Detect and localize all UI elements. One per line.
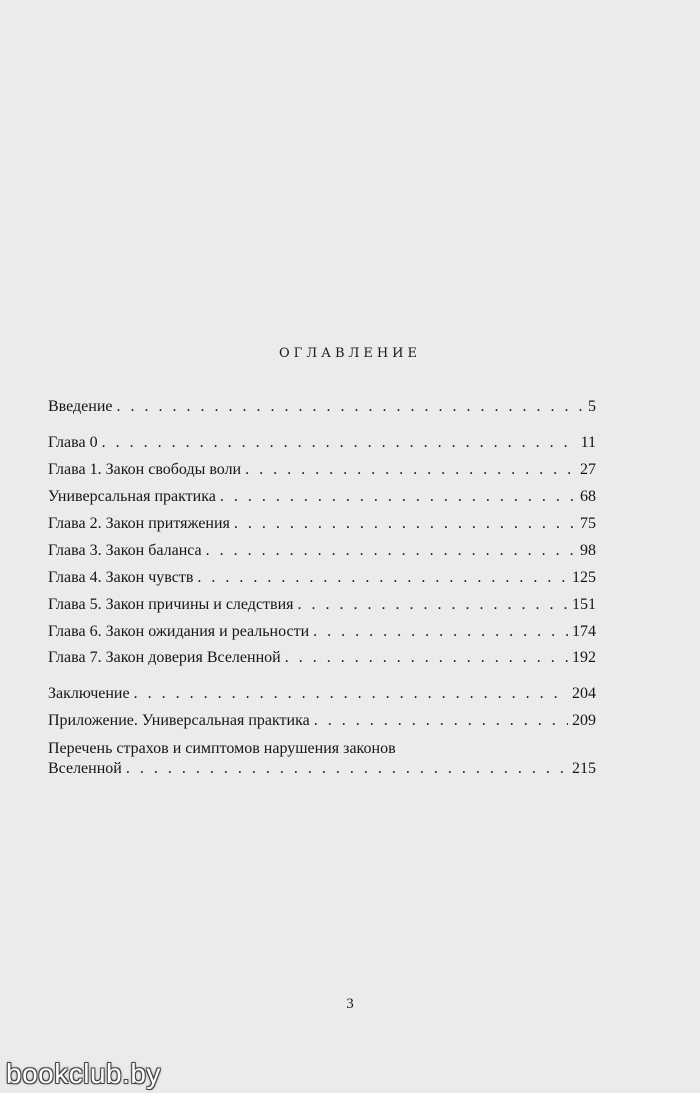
watermark: bookclub.by <box>6 1058 161 1089</box>
page-number: 3 <box>346 996 354 1012</box>
toc-entry-title: Глава 5. Закон причины и следствия <box>48 596 294 613</box>
toc-entry <box>48 514 596 534</box>
toc-entry-page: 174 <box>572 623 596 640</box>
toc-entry-title: Универсальная практика <box>48 488 216 505</box>
toc-entry <box>48 568 596 588</box>
toc-entry <box>48 433 596 453</box>
leader-dots <box>117 397 585 417</box>
toc-entry-title: Глава 7. Закон доверия Вселенной <box>48 649 281 666</box>
toc-entry <box>48 460 596 480</box>
toc-entry-page: 27 <box>580 461 596 478</box>
toc-entry-title: Глава 1. Закон свободы воли <box>48 461 242 478</box>
leader-dots <box>126 759 568 779</box>
toc-entry-title: Вселенной <box>48 760 122 777</box>
leader-dots <box>197 568 568 588</box>
toc-entry-page: 68 <box>580 488 596 505</box>
toc-entry-page: 125 <box>572 569 596 586</box>
toc-entry-title: Введение <box>48 398 113 415</box>
page-title: ОГЛАВЛЕНИЕ <box>278 346 421 361</box>
toc-entry-title: Глава 3. Закон баланса <box>48 542 202 559</box>
leader-dots <box>102 433 577 453</box>
leader-dots <box>220 487 576 507</box>
toc-entry <box>48 622 596 642</box>
leader-dots <box>234 514 576 534</box>
toc-entry <box>48 487 596 507</box>
leader-dots <box>206 541 576 561</box>
toc-entry-page: 192 <box>572 649 596 666</box>
leader-dots <box>285 648 568 668</box>
toc-entry-page: 151 <box>572 596 596 613</box>
toc-entry-page: 215 <box>572 760 596 777</box>
toc-entry-title: Глава 2. Закон притяжения <box>48 515 230 532</box>
toc-entry <box>48 541 596 561</box>
toc-entry-page: 98 <box>580 542 596 559</box>
toc-entry <box>48 595 596 615</box>
toc-entry <box>48 648 596 668</box>
toc-entry-page: 209 <box>572 712 596 729</box>
toc-entry <box>48 711 596 731</box>
toc-entry-title: Глава 0 <box>48 434 98 451</box>
toc-entry-title-line1: Перечень страхов и симптомов нарушения законов <box>48 740 396 757</box>
toc-entry-title: Заключение <box>48 685 130 702</box>
toc-entry-page: 11 <box>580 434 596 451</box>
toc-entry-page: 75 <box>580 515 596 532</box>
leader-dots <box>314 711 568 731</box>
toc-entry-title: Глава 4. Закон чувств <box>48 569 194 586</box>
leader-dots <box>313 622 568 642</box>
toc-entry-page: 204 <box>572 685 596 702</box>
toc-entry-title: Глава 6. Закон ожидания и реальности <box>48 623 310 640</box>
leader-dots <box>245 460 576 480</box>
leader-dots <box>298 595 568 615</box>
toc-entry <box>48 684 596 704</box>
toc-entry <box>48 739 596 779</box>
leader-dots <box>134 684 568 704</box>
toc-entry-title: Приложение. Универсальная практика <box>48 712 310 729</box>
toc-entry <box>48 397 596 417</box>
toc-entry-page: 5 <box>588 398 596 415</box>
